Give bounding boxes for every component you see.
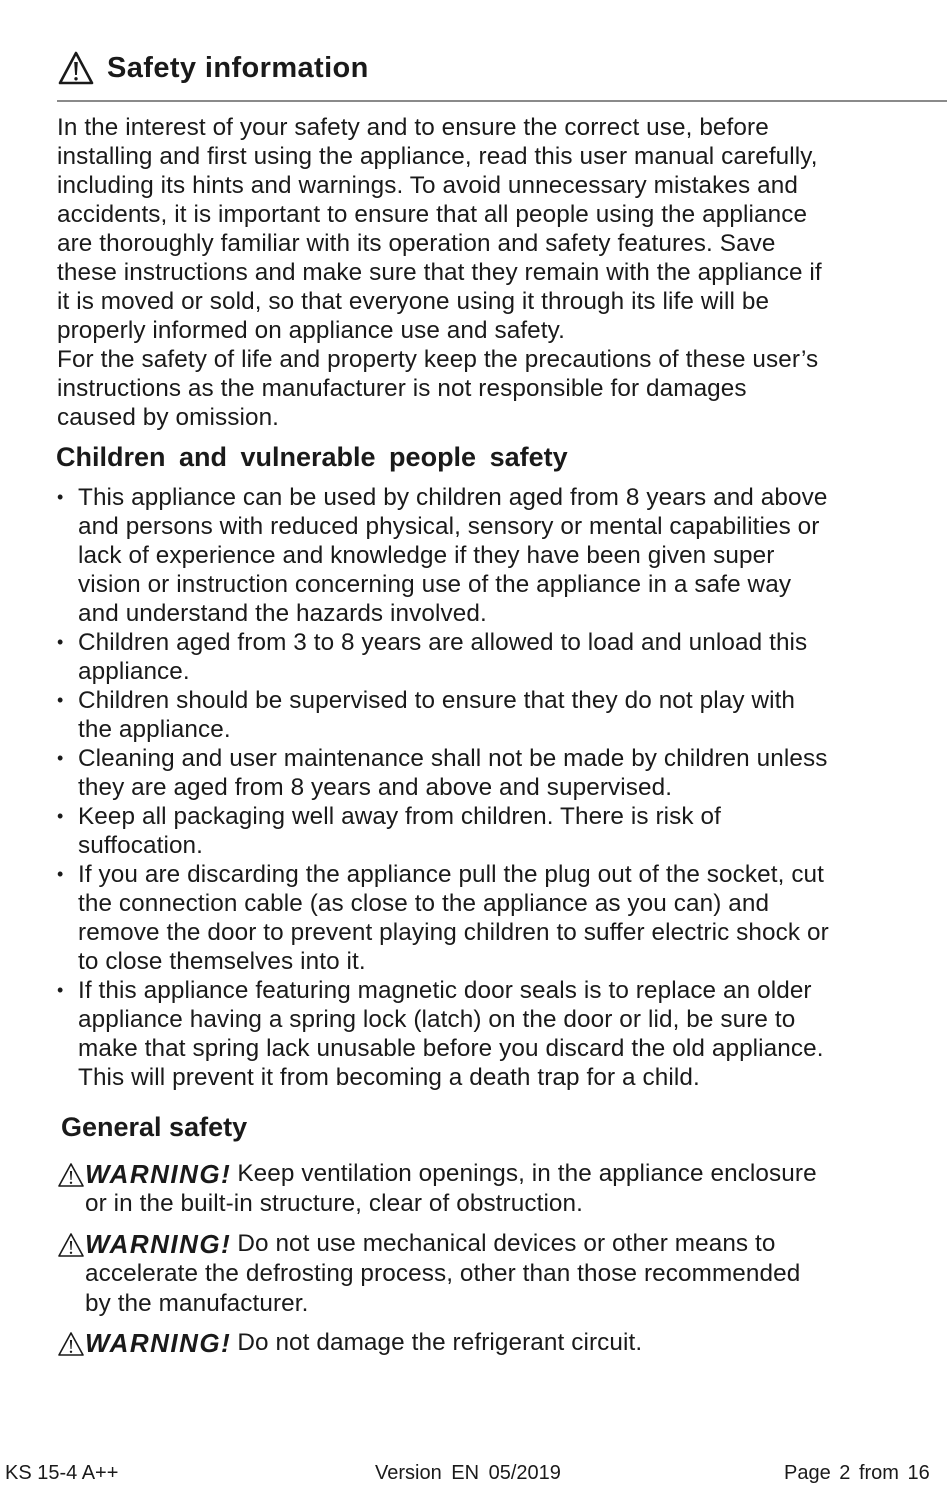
warning-triangle-icon — [57, 1232, 85, 1258]
text-line: instructions as the manufacturer is not responsible for damages — [57, 375, 747, 402]
text-line: make that spring lack unusable before you discard the old appliance. — [78, 1035, 824, 1062]
text-line: For the safety of life and property keep the precautions of these user’s — [57, 346, 819, 373]
footer-page-number: Page 2 from 16 — [784, 1462, 930, 1484]
text-line: installing and first using the appliance, read this user manual carefully, — [57, 143, 818, 170]
footer-version: Version EN 05/2019 — [375, 1462, 561, 1484]
text-line: and understand the hazards involved. — [78, 600, 487, 627]
warning-label: WARNING! — [85, 1159, 232, 1189]
text-line: lack of experience and knowledge if they have been given super — [78, 542, 775, 569]
text-line: In the interest of your safety and to ensure the correct use, before — [57, 114, 769, 141]
text-line: these instructions and make sure that they remain with the appliance if — [57, 259, 822, 286]
warning-block — [57, 1328, 937, 1358]
bullet-icon: • — [57, 864, 64, 884]
list-item — [57, 483, 947, 628]
text-line: the appliance. — [78, 716, 231, 743]
children-safety-list — [57, 483, 947, 1092]
general-safety-heading: General safety — [61, 1112, 248, 1142]
bullet-icon: • — [57, 980, 64, 1000]
text-line: to close themselves into it. — [78, 948, 366, 975]
list-item — [57, 976, 947, 1092]
list-item — [57, 802, 947, 860]
warning-triangle-icon — [57, 50, 95, 86]
text-line: remove the door to prevent playing children to suffer electric shock or — [78, 919, 829, 946]
intro-paragraph-1 — [57, 113, 942, 345]
bullet-icon: • — [57, 806, 64, 826]
bullet-icon: • — [57, 632, 64, 652]
text-line: Keep ventilation openings, in the appliance enclosure — [237, 1160, 817, 1187]
warning-block — [57, 1159, 937, 1219]
intro-paragraph-2 — [57, 345, 942, 432]
list-item — [57, 860, 947, 976]
text-line: Children aged from 3 to 8 years are allowed to load and unload this — [78, 629, 808, 656]
text-line: by the manufacturer. — [85, 1290, 309, 1317]
text-line: appliance having a spring lock (latch) on the door or lid, be sure to — [78, 1006, 796, 1033]
text-line: or in the built-in structure, clear of obstruction. — [85, 1190, 584, 1217]
text-line: are thoroughly familiar with its operation and safety features. Save — [57, 230, 776, 257]
text-line: caused by omission. — [57, 404, 280, 431]
text-line: If you are discarding the appliance pull the plug out of the socket, cut — [78, 861, 825, 888]
text-line: they are aged from 8 years and above and supervised. — [78, 774, 673, 801]
text-line: the connection cable (as close to the appliance as you can) and — [78, 890, 770, 917]
bullet-icon: • — [57, 487, 64, 507]
text-line: properly informed on appliance use and safety. — [57, 317, 565, 344]
list-item — [57, 686, 947, 744]
text-line: appliance. — [78, 658, 190, 685]
text-line: Do not damage the refrigerant circuit. — [237, 1329, 643, 1356]
text-line: Cleaning and user maintenance shall not be made by children unless — [78, 745, 828, 772]
children-safety-heading: Children and vulnerable people safety — [56, 442, 568, 472]
warning-label: WARNING! — [85, 1229, 232, 1259]
warning-label: WARNING! — [85, 1328, 232, 1358]
text-line: This appliance can be used by children aged from 8 years and above — [78, 484, 828, 511]
text-line: and persons with reduced physical, sensory or mental capabilities or — [78, 513, 820, 540]
text-line: it is moved or sold, so that everyone using it through its life will be — [57, 288, 770, 315]
bullet-icon: • — [57, 748, 64, 768]
text-line: vision or instruction concerning use of the appliance in a safe way — [78, 571, 792, 598]
warning-triangle-icon — [57, 1331, 85, 1357]
warning-triangle-icon — [57, 1162, 85, 1188]
text-line: accelerate the defrosting process, other than those recommended — [85, 1260, 801, 1287]
text-line: suffocation. — [78, 832, 204, 859]
text-line: Keep all packaging well away from children. There is risk of — [78, 803, 721, 830]
text-line: including its hints and warnings. To avoid unnecessary mistakes and — [57, 172, 798, 199]
warning-block — [57, 1229, 937, 1319]
text-line: Do not use mechanical devices or other means to — [237, 1230, 776, 1257]
footer-model: KS 15-4 A++ — [5, 1462, 119, 1484]
text-line: If this appliance featuring magnetic door seals is to replace an older — [78, 977, 812, 1004]
bullet-icon: • — [57, 690, 64, 710]
header-divider — [57, 100, 947, 102]
list-item — [57, 628, 947, 686]
page-title: Safety information — [107, 52, 369, 84]
section-header — [57, 50, 369, 86]
text-line: accidents, it is important to ensure that all people using the appliance — [57, 201, 808, 228]
list-item — [57, 744, 947, 802]
text-line: Children should be supervised to ensure that they do not play with — [78, 687, 796, 714]
text-line: This will prevent it from becoming a death trap for a child. — [78, 1064, 700, 1091]
intro-text — [57, 113, 942, 432]
